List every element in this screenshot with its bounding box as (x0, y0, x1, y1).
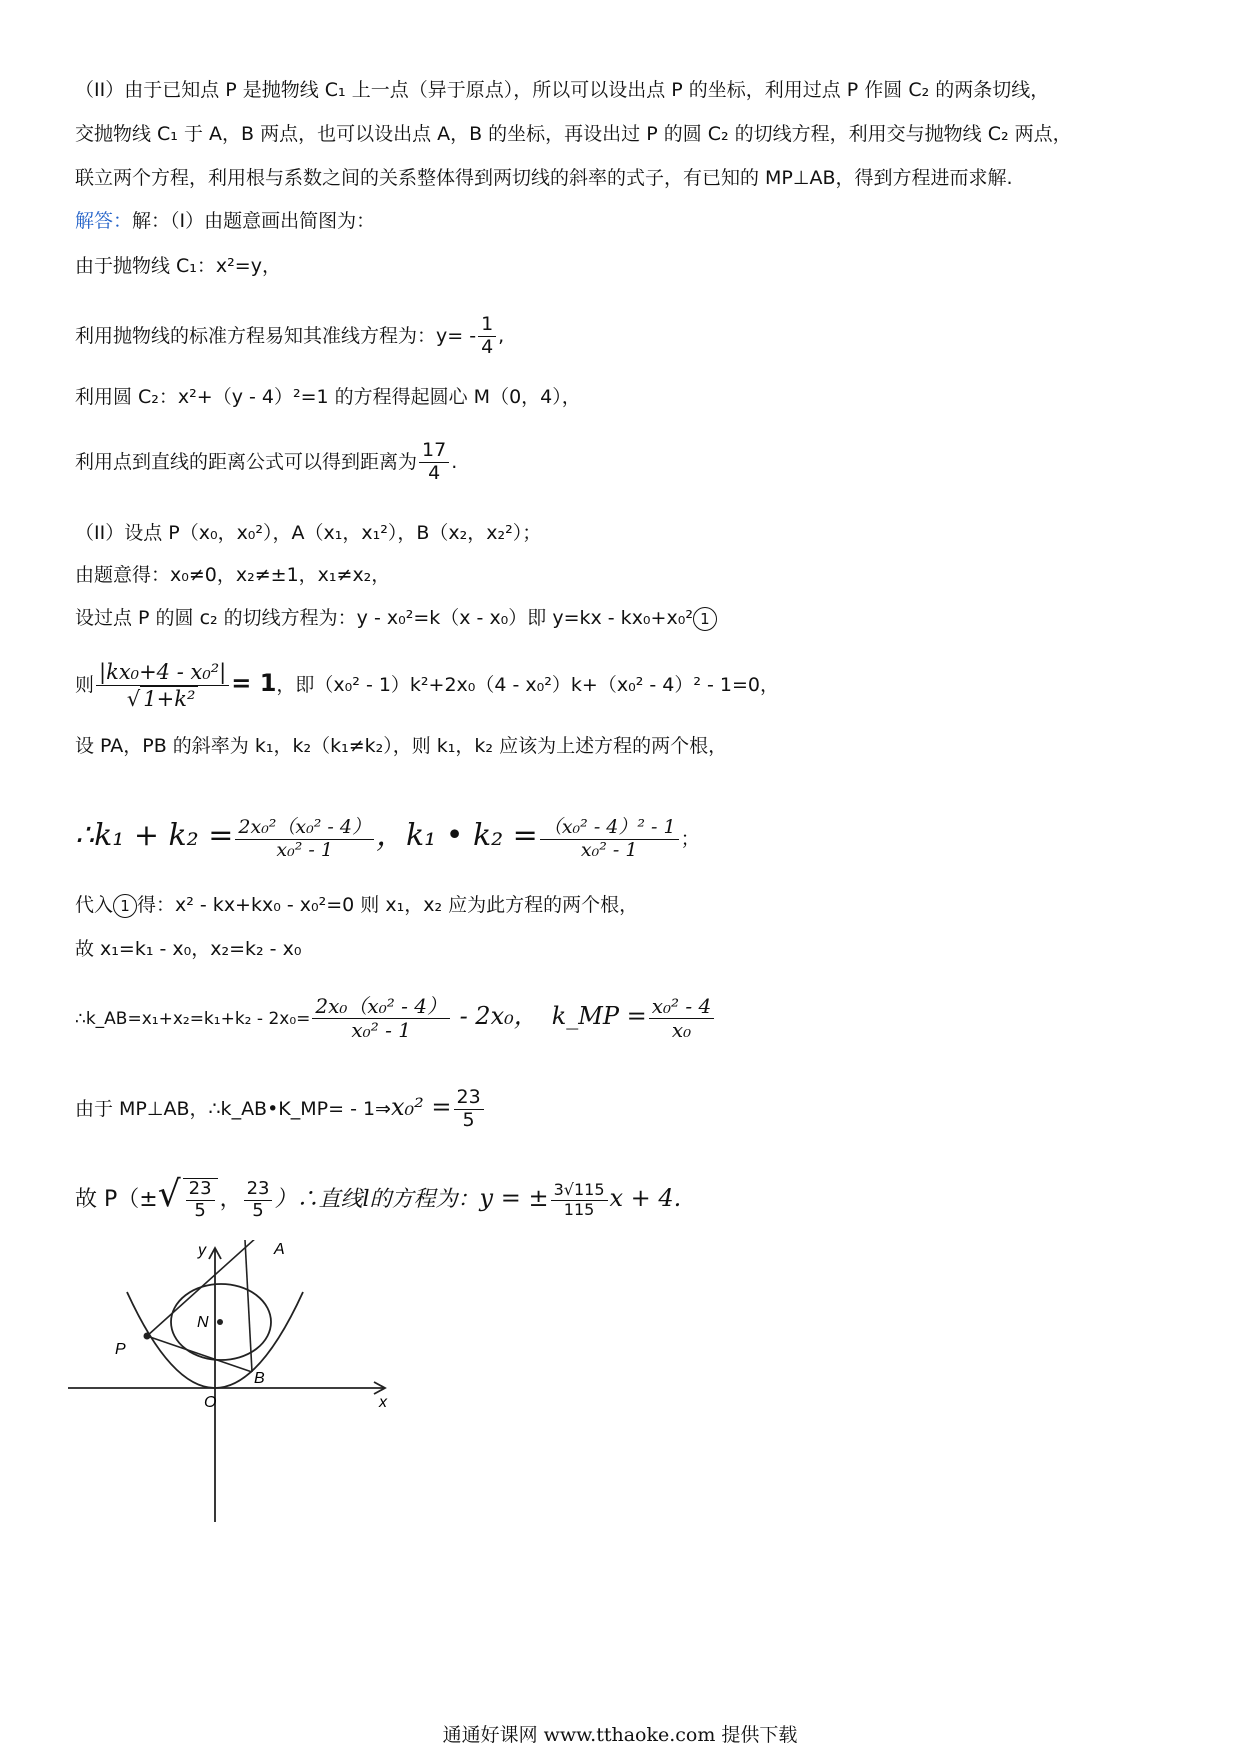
parabola-line: 由于抛物线 C₁：x²=y， (75, 255, 281, 277)
kab-pre: ∴k_AB=x₁+x₂=k₁+k₂ - 2x₀= (75, 1009, 311, 1029)
distance-equation-rhs: = 1 (231, 669, 277, 697)
vieta-sum-lhs: ∴k₁ + k₂ = (75, 818, 234, 853)
perp-lhs: x₀² = (390, 1093, 452, 1121)
label-y: y (198, 1242, 206, 1259)
vieta-prod-fraction (540, 817, 679, 862)
final-y-eq: y = ± (479, 1184, 549, 1212)
substitute-text: 得：x² - kx+kx₀ - x₀²=0 则 x₁，x₂ 应为此方程的两个根， (137, 894, 639, 916)
label-b: B (254, 1370, 265, 1387)
substitute-line (75, 891, 638, 919)
distance-equation-after: ，即（x₀² - 1）k²+2x₀（4 - x₀²）k+（x₀² - 4）² - 1=0， (276, 674, 779, 696)
circled-one-marker: 1 (693, 607, 717, 631)
distance-denominator: 4 (428, 462, 441, 484)
final-coef-denominator: 115 (563, 1199, 595, 1219)
kmp-lhs: k_MP = (551, 1002, 647, 1030)
vieta-line (75, 796, 700, 876)
vieta-sum-numerator: 2x₀²（x₀² - 4） (235, 817, 374, 840)
final-y-fraction (244, 1179, 273, 1221)
distance-equation-line (75, 648, 779, 718)
distance-text: 利用点到直线的距离公式可以得到距离为 (75, 451, 418, 473)
final-sqrt-numerator: 23 (186, 1179, 215, 1201)
part2-cond-line: 由题意得：x₀≠0，x₂≠±1，x₁≠x₂， (75, 564, 391, 586)
vieta-sum-denominator: x₀² - 1 (276, 839, 333, 861)
answer-label: 解答： (75, 210, 133, 232)
directrix-denominator: 4 (481, 336, 494, 358)
vieta-sum-fraction (235, 817, 374, 862)
kmp-fraction (649, 995, 715, 1042)
line-ab (245, 1240, 252, 1372)
analysis-line-3: 联立两个方程，利用根与系数之间的关系整体得到两切线的斜率的式子，有已知的 MP⊥AB，得到方程进而求解. (75, 167, 1013, 189)
center-dot (217, 1319, 223, 1325)
final-tail: x + 4. (609, 1184, 682, 1212)
final-sqrt-denominator: 5 (194, 1200, 206, 1221)
directrix-line: 利用抛物线的标准方程易知其准线方程为：y= - $\frac{1}{4}$ , (75, 313, 505, 358)
tangent-text: 设过点 P 的圆 c₂ 的切线方程为：y - x₀²=k（x - x₀）即 y=kx - kx₀+x₀² (75, 607, 693, 629)
substitute-pre: 代入 (75, 894, 114, 916)
distance-fraction (419, 440, 449, 485)
perp-pre: 由于 MP⊥AB，∴k_AB•K_MP= - 1⇒ (75, 1098, 391, 1120)
final-y-numerator: 23 (244, 1179, 273, 1201)
final-y-denominator: 5 (252, 1199, 264, 1221)
final-coef-numerator: 3√115 (551, 1181, 608, 1200)
slopes-line: 设 PA，PB 的斜率为 k₁，k₂（k₁≠k₂），则 k₁，k₂ 应该为上述方程的两个根， (75, 735, 728, 757)
analysis-line-1: （II）由于已知点 P 是抛物线 C₁ 上一点（异于原点），所以可以设出点 P 的坐标，利用过点 P 作圆 C₂ 的两条切线， (75, 79, 1050, 101)
vieta-prod-numerator: （x₀² - 4）² - 1 (540, 817, 679, 840)
kab-denominator: x₀² - 1 (351, 1018, 411, 1042)
perp-numerator: 23 (454, 1087, 484, 1110)
parabola-figure (60, 1240, 460, 1530)
kmp-numerator: x₀² - 4 (649, 995, 715, 1019)
directrix-numerator: 1 (478, 314, 496, 337)
final-comma: ， (219, 1187, 242, 1212)
vieta-end: ； (680, 828, 700, 850)
label-a: A (274, 1241, 285, 1258)
directrix-text: 利用抛物线的标准方程易知其准线方程为：y= - (75, 325, 477, 347)
perp-fraction (454, 1087, 484, 1132)
tangent-line (75, 604, 717, 632)
distance-equation-denominator: √ 1+k² (96, 686, 229, 711)
roots-line: 故 x₁=k₁ - x₀，x₂=k₂ - x₀ (75, 938, 302, 960)
circled-one-marker-ref: 1 (113, 894, 137, 918)
final-sqrt-fraction (183, 1178, 218, 1221)
vieta-prod-denominator: x₀² - 1 (580, 839, 638, 861)
perp-line (75, 1072, 486, 1142)
answer-intro: 解：（I）由题意画出简图为： (132, 210, 376, 232)
distance-equation-fraction (96, 660, 229, 710)
final-pre: 故 P（± (75, 1187, 158, 1212)
label-x: x (379, 1394, 387, 1411)
distance-line: 利用点到直线的距离公式可以得到距离为 $\frac{17}{4}$ . (75, 439, 458, 484)
part2-set-line: （II）设点 P（x₀，x₀²），A（x₁，x₁²），B（x₂，x₂²）； (75, 522, 542, 544)
kab-fraction (312, 995, 450, 1042)
final-mid: ）∴直线l的方程为： (274, 1187, 480, 1212)
label-p: P (115, 1341, 126, 1358)
then-label: 则 (75, 674, 95, 696)
perp-denominator: 5 (462, 1109, 475, 1131)
answer-heading (75, 207, 375, 235)
final-coef-fraction (551, 1181, 608, 1219)
distance-numerator: 17 (419, 440, 449, 463)
kab-line (75, 976, 716, 1056)
kab-post: - 2x₀， (451, 1002, 538, 1030)
final-line: 故 P（±√ $\frac{23}{5}$ ， $\frac{23}{5}$ ）∴直线l的方程为：y = ± $\frac{3√115}{115}$ x + 4. (75, 1174, 682, 1221)
kmp-denominator: x₀ (671, 1018, 692, 1042)
vieta-prod-lhs: ，k₁ • k₂ = (375, 818, 538, 853)
analysis-line-2: 交抛物线 C₁ 于 A，B 两点，也可以设出点 A，B 的坐标，再设出过 P 的圆 C₂ 的切线方程，利用交与抛物线 C₂ 两点， (75, 123, 1072, 145)
label-o: O (204, 1394, 217, 1411)
page-footer: 通通好课网 www.tthaoke.com 提供下载 (442, 1724, 798, 1746)
distance-equation-numerator: |kx₀+4 - x₀²| (96, 660, 229, 685)
label-n: N (197, 1314, 209, 1331)
directrix-fraction (478, 314, 496, 359)
kab-numerator: 2x₀（x₀² - 4） (312, 995, 450, 1019)
circle-line: 利用圆 C₂：x²+（y - 4）²=1 的方程得起圆心 M（0，4）， (75, 386, 581, 408)
